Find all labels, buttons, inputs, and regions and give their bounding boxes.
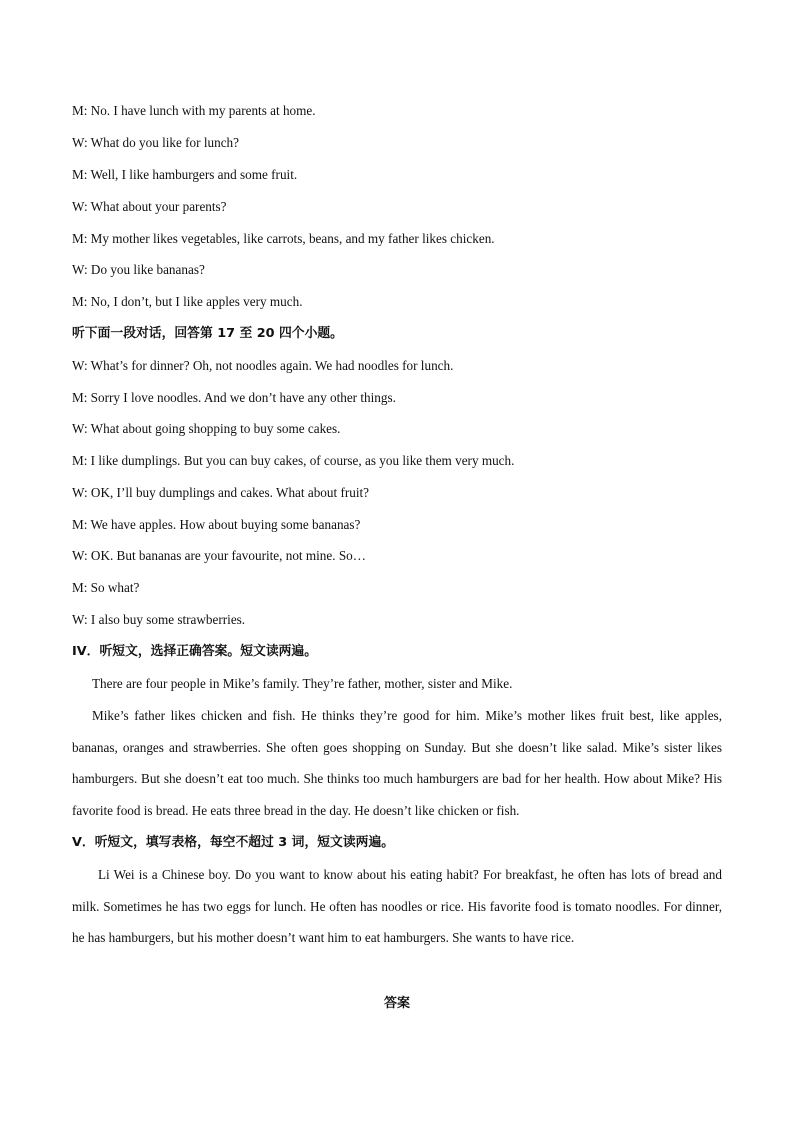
- dialogue-line: W: What about your parents?: [72, 199, 227, 214]
- dialogue-line: M: Sorry I love noodles. And we don’t have any other things.: [72, 390, 396, 405]
- dialogue-line: W: I also buy some strawberries.: [72, 612, 246, 627]
- section-v-heading: V．听短文，填写表格，每空不超过 3 词，短文读两遍。: [72, 835, 395, 850]
- dialogue-line: M: No. I have lunch with my parents at home.: [72, 103, 316, 118]
- dialogue-line: W: Do you like bananas?: [72, 262, 205, 277]
- dialogue-line: M: My mother likes vegetables, like carrots, beans, and my father likes chicken.: [72, 231, 495, 246]
- section-iv-heading: IV．听短文，选择正确答案。短文读两遍。: [72, 644, 318, 659]
- dialogue-line: W: What’s for dinner? Oh, not noodles again. We had noodles for lunch.: [72, 358, 454, 373]
- dialogue-line: M: So what?: [72, 580, 140, 595]
- dialogue-line: M: We have apples. How about buying some bananas?: [72, 517, 361, 532]
- dialogue-line: W: What do you like for lunch?: [72, 135, 239, 150]
- dialogue-line: W: OK, I’ll buy dumplings and cakes. What about fruit?: [72, 485, 370, 500]
- dialogue-line: M: I like dumplings. But you can buy cakes, of course, as you like them very much.: [72, 453, 515, 468]
- dialogue-line: M: No, I don’t, but I like apples very much.: [72, 294, 303, 309]
- section-iv-paragraph-1: There are four people in Mike’s family. They’re father, mother, sister and Mike.: [92, 676, 513, 691]
- dialogue-line: W: What about going shopping to buy some cakes.: [72, 421, 341, 436]
- section-heading: 听下面一段对话，回答第 17 至 20 四个小题。: [72, 326, 343, 341]
- section-iv-paragraph-2: Mike’s father likes chicken and fish. He thinks they’re good for him. Mike’s mother likes fruit best, like apples, bananas, oranges and strawberries. She often goes shopping on Sunday. But she doesn’t like salad. Mike’s sister likes hamburgers. But she doesn’t eat too much. She thinks too much hamburgers are bad for her health. How about Mike? His favorite food is bread. He eats three bread in the day. He doesn’t like chicken or fish.: [72, 708, 722, 818]
- dialogue-line: W: OK. But bananas are your favourite, not mine. So…: [72, 548, 366, 563]
- section-v-paragraph: Li Wei is a Chinese boy. Do you want to know about his eating habit? For breakfast, he often has lots of bread and milk. Sometimes he has two eggs for lunch. He often has noodles or rice. His favorite food is tomato noodles. For dinner, he has hamburgers, but his mother doesn’t want him to eat hamburgers. She wants to have rice.: [72, 867, 722, 946]
- answer-title: 答案: [383, 996, 410, 1011]
- dialogue-line: M: Well, I like hamburgers and some fruit.: [72, 167, 298, 182]
